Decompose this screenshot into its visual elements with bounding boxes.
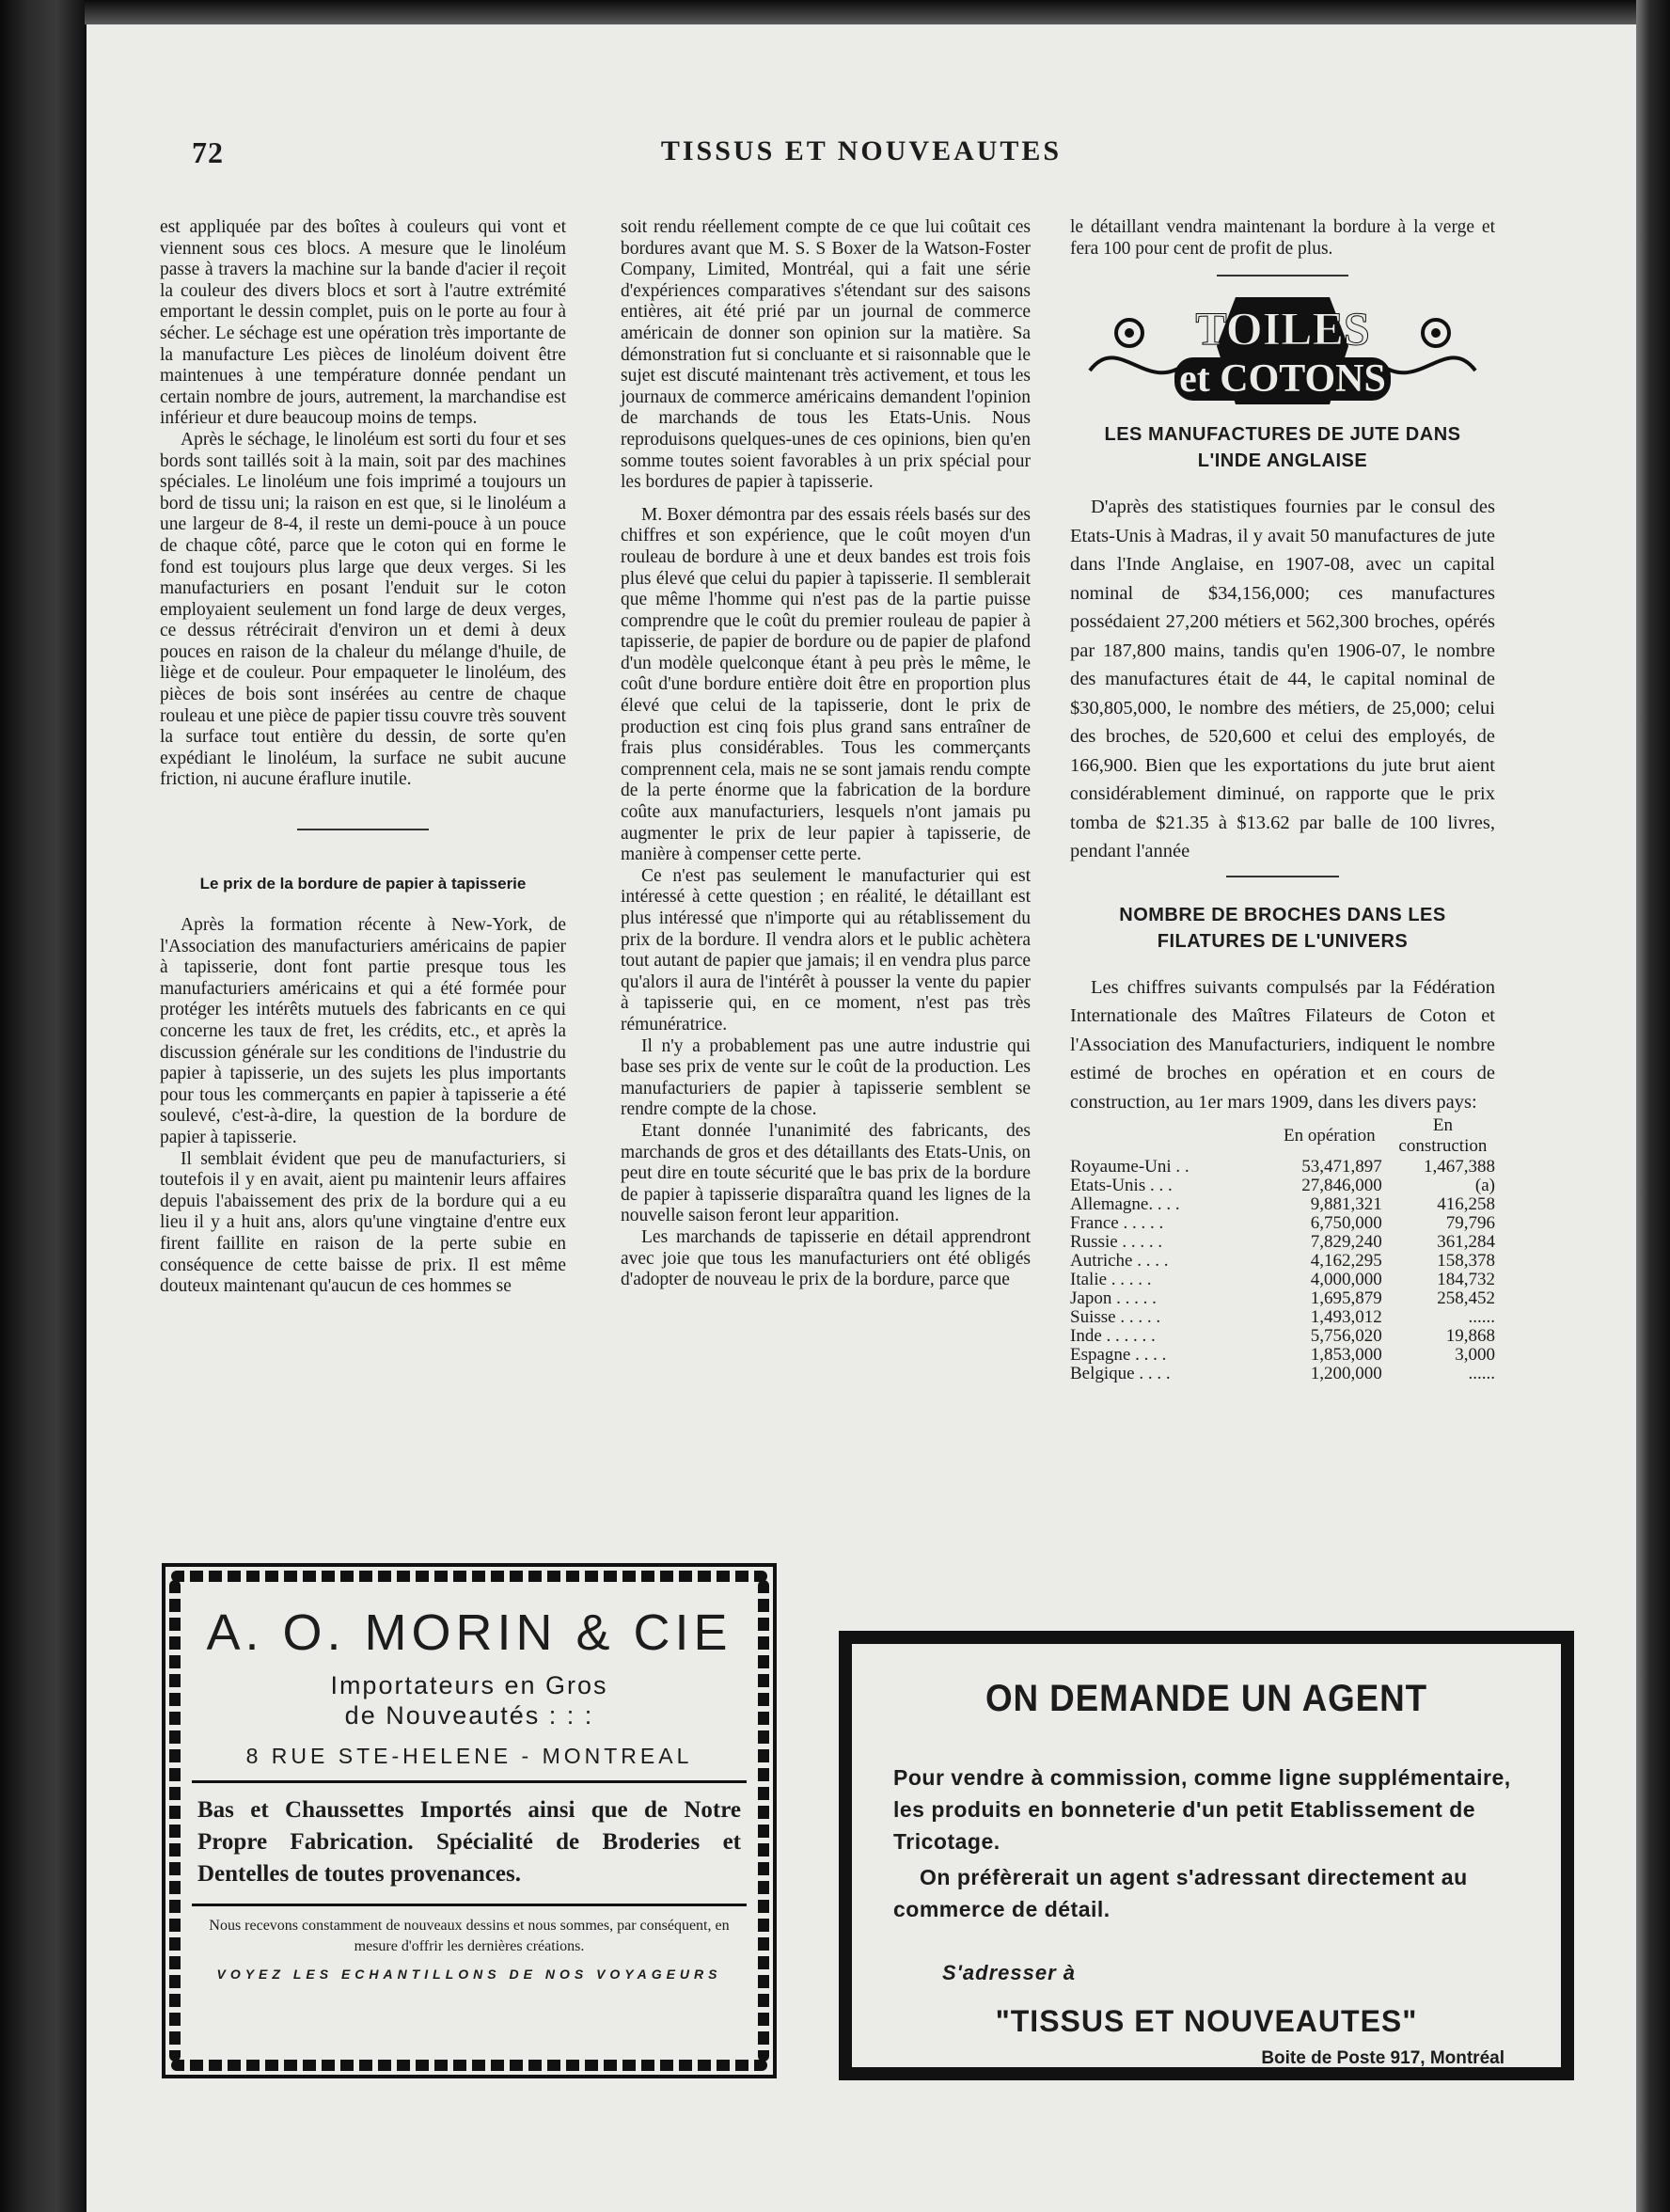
table-row (1070, 1233, 1495, 1252)
broches-table (1070, 1114, 1495, 1383)
ad-note: Nous recevons constamment de nouveaux dessins et nous sommes, par conséquent, en mesure d'offrir les dernières créations. (209, 1918, 730, 1954)
ad-publication: "TISSUS ET NOUVEAUTES" (995, 2004, 1418, 2038)
paragraph: M. Boxer démontra par des essais réels basés sur des chiffres et son expérience, que le coût moyen d'un rouleau de bordure à une et deux bandes est trois fois plus élevé que celui du papier à tapisserie. Il semblerait que même l'homme qui n'est pas de la partie puisse comprendre que le coût du premier rouleau de papier à tapisserie, de papier de bordure ou de papier de plafond d'un modèle quelconque étant à peu près le même, le coût d'une bordure entière doit être en proportion plus élevé que celui de la tapisserie, dont le prix de production est cinq fois plus grand sans entraîner de frais plus considérables. Tous les commerçants comprennent cela, mais ne se sont jamais rendu compte de la perte énorme que la fabrication de la bordure coûte aux manufacturiers, lesquels n'ont jamais pu augmenter le prix de leur papier à tapisserie, de manière à compenser cette perte. (621, 504, 1031, 865)
table-row (1070, 1252, 1495, 1271)
table-cell-construction: 3,000 (1455, 1345, 1495, 1366)
column-header-construction: En construction (1398, 1115, 1488, 1157)
ad-description: Bas et Chaussettes Importés ainsi que de Notre Propre Fabrication. Spécialité de Broderies et Dentelles de toutes provenances. (197, 1797, 741, 1887)
table-cell-operation: 1,200,000 (1310, 1364, 1382, 1384)
logo-line-2: et COTONS (1179, 357, 1386, 402)
table-row (1070, 1177, 1495, 1195)
firm-tagline: de Nouveautés : : : (344, 1701, 594, 1730)
agent-wanted-advertisement (839, 1631, 1574, 2080)
paragraph: Il semblait évident que peu de manufacturiers, si toutefois il y en avait, aient pu maintenir leurs affaires depuis l'abaissement des prix de la bordure qui a eu lieu il y a huit ans, alors qu'une vingtaine d'entre eux firent faillite en raison de la perte subie en conséquence de cette baisse de prix. Il est même douteux maintenant qu'aucun de ces hommes se (160, 1148, 566, 1297)
border-chain (171, 1571, 767, 1582)
table-cell-operation: 9,881,321 (1310, 1194, 1382, 1215)
magazine-page (87, 24, 1636, 2212)
border-chain (171, 2060, 767, 2071)
logo-line-1: TOILES (1195, 302, 1370, 356)
paragraph: D'après des statistiques fournies par le consul des Etats-Unis à Madras, il y avait 50 manufactures de jute dans l'Inde Anglaise, en 1907-08, avec un capital nominal de $34,156,000; ces manufactures possédaient 27,200 métiers et 562,300 broches, opérés par 187,800 mains, tandis qu'en 1906-07, le nombre des manufactures était de 44, le capital nominal de $30,805,000, le nombre des métiers, de 25,000; celui des broches, de 520,600 et celui des employés, de 166,900. Bien que les exportations du jute brut aient considérablement diminué, on rapporte que le prix tomba de $21.35 à $13.62 par balle de 100 livres, pendant l'année (1070, 497, 1495, 862)
column-3 (1070, 217, 1495, 1383)
ad-body: On préfèrerait un agent s'adressant directement au commerce de détail. (893, 1865, 1468, 1921)
table-cell-country: Suisse . . . . . (1070, 1307, 1161, 1328)
table-cell-country: Italie . . . . . (1070, 1270, 1152, 1290)
table-cell-operation: 27,846,000 (1301, 1176, 1382, 1196)
article-heading: LES MANUFACTURES DE JUTE DANS L'INDE ANGLAISE (1104, 424, 1461, 472)
table-cell-country: Russie . . . . . (1070, 1232, 1163, 1253)
table-cell-operation: 7,829,240 (1310, 1232, 1382, 1253)
paragraph: soit rendu réellement compte de ce que lui coûtait ces bordures avant que M. S. S Boxer de la Watson-Foster Company, Limited, Montréal, qui a fait une série d'expériences comparatives s'étendant sur des saisons entières, ait été prié par un journal de commerce américain de donner son opinion sur la matière. Sa démonstration fut si concluante et si raisonnable que le sujet est discuté maintenant très activement, et tous les journaux de commerce américains demandent l'opinion de marchands de tous les Etats-Unis. Nous reproduisons quelques-unes de ces opinions, bien qu'en somme toutes soient favorables à un prix spécial pour les bordures de papier à tapisserie. (621, 217, 1031, 493)
table-cell-country: Etats-Unis . . . (1070, 1176, 1173, 1196)
paragraph: Ce n'est pas seulement le manufacturier qui est intéressé à cette question ; en réalité, le détaillant est plus intéressé que n'importe qui au rétablissement du prix de la bordure. Il vendra alors et le public achètera tout autant de papier que jamais; il en vendra plus parce qu'alors il aura de l'intérêt à pousser la vente du papier à tapisserie qui, en ce moment, n'est pas très rémunératrice. (621, 865, 1031, 1035)
ad-footer: VOYEZ LES ECHANTILLONS DE NOS VOYAGEURS (216, 1967, 722, 1982)
table-cell-operation: 1,493,012 (1310, 1307, 1382, 1328)
running-title: TISSUS ET NOUVEAUTES (660, 135, 1063, 166)
book-binding-left (0, 0, 87, 2212)
table-cell-construction: 184,732 (1437, 1270, 1495, 1290)
table-row (1070, 1327, 1495, 1346)
table-row (1070, 1289, 1495, 1308)
table-cell-country: Japon . . . . . (1070, 1288, 1157, 1309)
morin-advertisement (162, 1563, 777, 2078)
table-row (1070, 1271, 1495, 1289)
table-cell-operation: 4,000,000 (1310, 1270, 1382, 1290)
column-header-operation: En opération (1283, 1126, 1376, 1146)
table-cell-country: Allemagne. . . . (1070, 1194, 1180, 1215)
table-cell-operation: 5,756,020 (1310, 1326, 1382, 1347)
divider (192, 1780, 747, 1783)
table-cell-construction: 158,378 (1437, 1251, 1495, 1272)
page-number: 72 (192, 135, 224, 169)
ad-body: Pour vendre à commission, comme ligne supplémentaire, les produits en bonneterie d'un petit Etablissement de Tricotage. (893, 1765, 1511, 1854)
table-cell-country: Espagne . . . . (1070, 1345, 1167, 1366)
section-divider (1226, 876, 1339, 877)
table-cell-country: Belgique . . . . (1070, 1364, 1171, 1384)
table-cell-construction: 416,258 (1437, 1194, 1495, 1215)
table-cell-operation: 53,471,897 (1301, 1157, 1382, 1177)
ad-title: ON DEMANDE UN AGENT (985, 1678, 1427, 1719)
border-chain (169, 1580, 181, 2062)
ad-postal-box: Boite de Poste 917, Montréal (1261, 2048, 1505, 2068)
table-cell-construction: 258,452 (1437, 1288, 1495, 1309)
paragraph: Les chiffres suivants compulsés par la Fédération Internationale des Maîtres Filateurs de Coton et l'Association des Manufacturiers, indiquent le nombre estimé de broches en opération et en cours de construction, au 1er mars 1909, dans les divers pays: (1070, 976, 1495, 1113)
table-cell-construction: ...... (1468, 1307, 1495, 1328)
table-cell-country: France . . . . . (1070, 1213, 1164, 1234)
table-row (1070, 1158, 1495, 1177)
table-cell-construction: 19,868 (1445, 1326, 1495, 1347)
section-divider (297, 829, 429, 830)
book-binding-right (1636, 0, 1670, 2212)
table-cell-operation: 6,750,000 (1310, 1213, 1382, 1234)
paragraph: Après le séchage, le linoléum est sorti du four et ses bords sont taillés soit à la main, soit par des machines spéciales. Le linoléum une fois imprimé a toujours un bord de tissu uni; la raison en est que, si le linoléum a une largeur de 8-4, il reste un demi-pouce à un pouce de chaque côté, parce que le coton qui en forme le fond est toujours plus large que deux verges. Si les manufacturiers en posant l'enduit sur le coton employaient seulement un fond large de deux verges, ce dessus rétrécirait d'environ un et demi à deux pouces en raison de la chaleur du mélange d'huile, de liège et de couleur. Pour empaqueter le linoléum, des pièces de bois sont insérées au centre de chaque rouleau et une pièce de papier tissu couvre très souvent la surface tout entière du dessin, de sorte qu'en expédiant le linoléum, la surface ne subit aucune friction, ni aucune éraflure inutile. (160, 429, 566, 790)
table-cell-construction: ...... (1468, 1364, 1495, 1384)
column-1 (160, 217, 566, 1298)
paragraph: Les marchands de tapisserie en détail apprendront avec joie que tous les manufacturiers ont été obligés d'adopter de nouveau le prix de la bordure, parce que (621, 1226, 1031, 1290)
article-heading: Le prix de la bordure de papier à tapisserie (199, 875, 527, 893)
paragraph: Après la formation récente à New-York, de l'Association des manufacturiers américains de papier à tapisserie, dont font partie presque tous les manufacturiers américains et qui a été formée pour protéger les intérêts mutuels des fabricants en ce qui concerne les taux de fret, les crédits, etc., et après la discussion générale sur les conditions de l'industrie du papier à tapisserie, un des sujets les plus importants pour tous les commerçants en papier à tapisserie a été soulevé, c'est-à-dire, la question de la bordure de papier à tapisserie. (160, 915, 566, 1147)
firm-name: A. O. MORIN & CIE (206, 1604, 733, 1661)
table-row (1070, 1195, 1495, 1214)
table-row (1070, 1214, 1495, 1233)
table-cell-country: Royaume-Uni . . (1070, 1157, 1189, 1177)
table-row (1070, 1365, 1495, 1383)
paragraph: est appliquée par des boîtes à couleurs qui vont et viennent sous ces blocs. A mesure que le linoléum passe à travers la machine sur la bande d'acier il reçoit la couleur des divers blocs et sort à l'autre extrémité emportant le dessin complet, puis on le porte au four à sécher. Le séchage est une opération très importante de la manufacture Les pièces de linoléum doivent être maintenues à une température donnée pendant un certain nombre de jours, autrement, la marchandise est inférieur et dure beaucoup moins de temps. (160, 217, 566, 429)
paragraph: Etant donnée l'unanimité des fabricants, des marchands de gros et des détaillants des Etats-Unis, on peut dire en toute sécurité que le bas prix de la bordure de papier à tapisserie disparaîtra quand les lignes de la nouvelle saison feront leur apparition. (621, 1120, 1031, 1226)
divider (192, 1904, 747, 1906)
ad-address-label: S'adresser à (942, 1961, 1076, 1984)
paragraph: Il n'y a probablement pas une autre industrie qui base ses prix de vente sur le coût de la production. Les manufacturiers de papier à tapisserie semblent se rendre compte de la chose. (621, 1035, 1031, 1120)
toiles-et-cotons-logo (1080, 290, 1485, 412)
table-row (1070, 1308, 1495, 1327)
article-heading: NOMBRE DE BROCHES DANS LES FILATURES DE L'UNIVERS (1119, 904, 1446, 952)
border-chain (758, 1580, 769, 2062)
table-cell-operation: 1,853,000 (1310, 1345, 1382, 1366)
section-divider (1217, 275, 1348, 276)
paragraph: le détaillant vendra maintenant la bordure à la verge et fera 100 pour cent de profit de plus. (1070, 217, 1495, 259)
table-cell-operation: 1,695,879 (1310, 1288, 1382, 1309)
table-cell-construction: 79,796 (1445, 1213, 1495, 1234)
firm-tagline: Importateurs en Gros (330, 1671, 608, 1699)
table-cell-country: Inde . . . . . . (1070, 1326, 1156, 1347)
table-cell-construction: 361,284 (1437, 1232, 1495, 1253)
table-row (1070, 1346, 1495, 1365)
firm-address: 8 RUE STE-HELENE - MONTREAL (245, 1744, 693, 1768)
table-cell-country: Autriche . . . . (1070, 1251, 1169, 1272)
scan-shadow-top (85, 0, 1646, 24)
table-cell-operation: 4,162,295 (1310, 1251, 1382, 1272)
column-2 (621, 217, 1031, 1291)
ad-content (192, 1593, 747, 2048)
table-cell-construction: 1,467,388 (1424, 1157, 1495, 1177)
table-cell-construction: (a) (1474, 1176, 1495, 1196)
